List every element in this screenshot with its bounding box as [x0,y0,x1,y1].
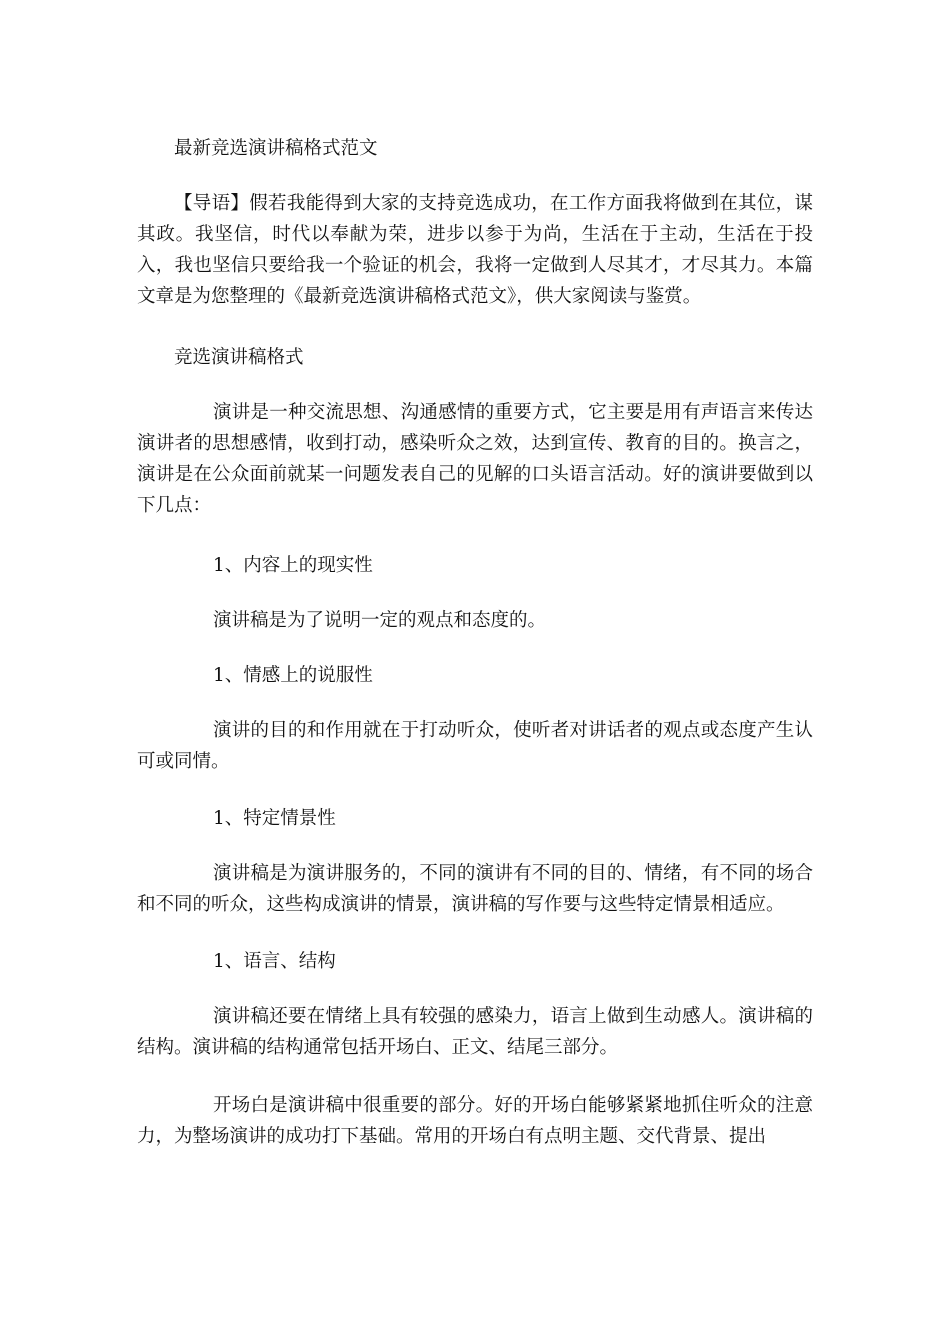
list-item-heading: 1、情感上的说服性 [213,665,373,686]
section-heading: 竞选演讲稿格式 [174,347,304,368]
body-paragraph: 演讲稿是为演讲服务的，不同的演讲有不同的目的、情绪，有不同的场合和不同的听众，这些构成演讲的情景，演讲稿的写作要与这些特定情景相适应。 [137,863,813,915]
body-paragraph: 开场白是演讲稿中很重要的部分。好的开场白能够紧紧地抓住听众的注意力，为整场演讲的成功打下基础。常用的开场白有点明主题、交代背景、提出 [137,1095,813,1147]
intro-paragraph: 【导语】假若我能得到大家的支持竞选成功，在工作方面我将做到在其位，谋其政。我坚信，时代以奉献为荣，进步以参于为尚，生活在于主动，生活在于投入，我也坚信只要给我一个验证的机会，我将一定做到人尽其才，才尽其力。本篇文章是为您整理的《最新竞选演讲稿格式范文》，供大家阅读与鉴赏。 [137,193,813,307]
document-title: 最新竞选演讲稿格式范文 [174,138,378,159]
body-paragraph: 演讲稿是为了说明一定的观点和态度的。 [213,610,547,631]
body-paragraph: 演讲是一种交流思想、沟通感情的重要方式，它主要是用有声语言来传达演讲者的思想感情，收到打动，感染听众之效，达到宣传、教育的目的。换言之，演讲是在公众面前就某一问题发表自己的见解的口头语言活动。好的演讲要做到以下几点： [137,402,813,516]
list-item-heading: 1、特定情景性 [213,808,336,829]
body-paragraph: 演讲稿还要在情绪上具有较强的感染力，语言上做到生动感人。演讲稿的结构。演讲稿的结构通常包括开场白、正文、结尾三部分。 [137,1006,813,1058]
list-item-heading: 1、内容上的现实性 [213,555,373,576]
body-paragraph: 演讲的目的和作用就在于打动听众，使听者对讲话者的观点或态度产生认可或同情。 [137,720,813,772]
list-item-heading: 1、语言、结构 [213,951,336,972]
